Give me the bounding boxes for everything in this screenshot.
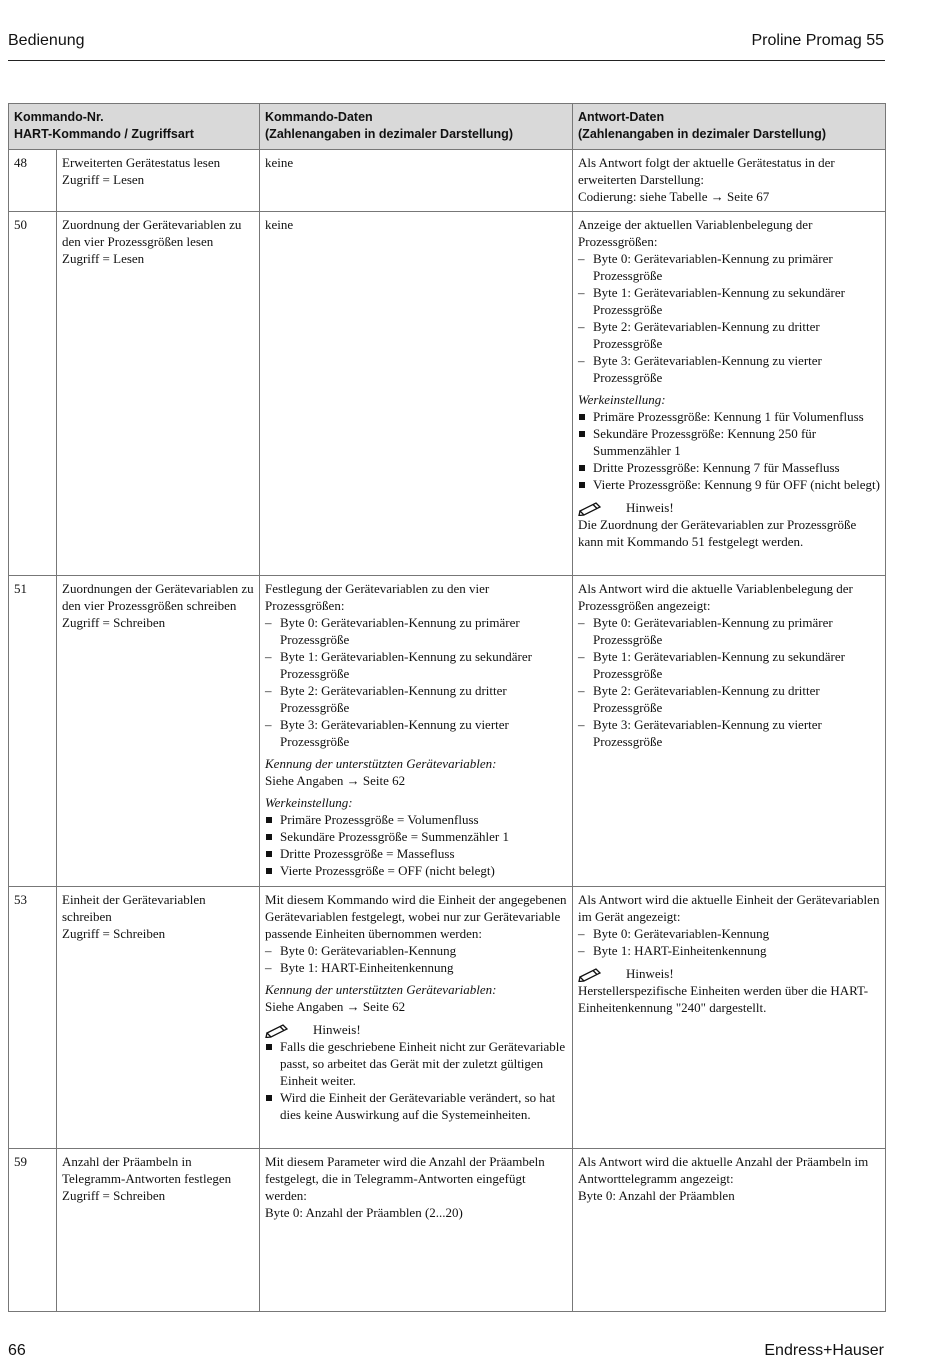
header-divider <box>8 60 885 61</box>
factory-setting-label: Werkeinstellung: <box>578 392 666 407</box>
list-item: Vierte Prozessgröße: Kennung 9 für OFF (nicht belegt) <box>578 476 880 493</box>
command-number: 59 <box>9 1149 57 1312</box>
list-item: – Byte 2: Gerätevariablen-Kennung zu dritter Prozessgröße <box>265 682 567 716</box>
command-name: Anzahl der Präambeln in Telegramm-Antworten festlegen Zugriff = Schreiben <box>57 1149 260 1312</box>
command-data: Mit diesem Parameter wird die Anzahl der Präambeln festgelegt, die in Telegramm-Antworten eingefügt werden: Byte 0: Anzahl der Präamblen (2...20) <box>260 1149 573 1312</box>
list-item: – Byte 2: Gerätevariablen-Kennung zu dritter Prozessgröße <box>578 318 880 352</box>
list-item: Sekundäre Prozessgröße: Kennung 250 für Summenzähler 1 <box>578 425 880 459</box>
list-item: – Byte 0: Gerätevariablen-Kennung zu primärer Prozessgröße <box>578 250 880 284</box>
table-header-row <box>9 104 886 150</box>
command-name: Zuordnung der Gerätevariablen zu den vier Prozessgrößen lesen Zugriff = Lesen <box>57 212 260 576</box>
command-number: 48 <box>9 150 57 212</box>
pencil-note-icon <box>578 500 606 516</box>
supported-variables-label: Kennung der unterstützten Gerätevariablen: <box>265 756 497 771</box>
brand-name: Endress+Hauser <box>764 1342 884 1359</box>
list-item: – Byte 3: Gerätevariablen-Kennung zu vierter Prozessgröße <box>578 716 880 750</box>
list-item: – Byte 0: Gerätevariablen-Kennung zu primärer Prozessgröße <box>578 614 880 648</box>
list-item: Primäre Prozessgröße: Kennung 1 für Volumenfluss <box>578 408 880 425</box>
pencil-note-icon <box>265 1022 293 1038</box>
list-item: – Byte 1: HART-Einheitenkennung <box>578 942 880 959</box>
command-number: 53 <box>9 887 57 1149</box>
list-item: – Byte 0: Gerätevariablen-Kennung <box>265 942 567 959</box>
response-data: Als Antwort folgt der aktuelle Gerätestatus in der erweiterten Darstellung: Codierung: siehe Tabelle → Seite 67 <box>573 150 886 212</box>
header-product-name: Proline Promag 55 <box>751 32 884 49</box>
header-command-data: Kommando-Daten (Zahlenangaben in dezimaler Darstellung) <box>260 104 573 150</box>
command-number: 50 <box>9 212 57 576</box>
response-byte-list <box>578 614 880 750</box>
response-data: Anzeige der aktuellen Variablenbelegung der Prozessgrößen: – Byte 0: Gerätevariablen-Kennung zu primärer Prozessgröße – Byte 1: Gerätevariablen-Kennung zu sekundärer Prozessgröße – Byte 2: Gerätevariablen-Kennung zu dritter Prozessgröße – Byte 3: Gerätevariablen-Kennung zu vierter Prozessgröße Werkeinstellung: Primäre Prozessgröße: Kennung 1 für Volumenfluss Sekundäre Prozessgröße: Kennung 250 für Summenzähler 1 Dritte Prozessgröße: Kennung 7 für Massefluss Vierte Prozessgröße: Kennung 9 für OFF (nicht belegt) Hinweis! Die Zuordnung der Gerätevariablen zur Prozessgröße kann mit Kommando 51 festgelegt werden. <box>573 212 886 576</box>
list-item: Sekundäre Prozessgröße = Summenzähler 1 <box>265 828 567 845</box>
pencil-note-icon <box>578 966 606 982</box>
table-row <box>9 212 886 576</box>
factory-setting-list <box>578 408 880 493</box>
note-list <box>265 1038 567 1123</box>
supported-variables-label: Kennung der unterstützten Gerätevariablen: <box>265 982 497 997</box>
note-text: Die Zuordnung der Gerätevariablen zur Prozessgröße kann mit Kommando 51 festgelegt werden. <box>578 517 857 549</box>
factory-setting-list <box>265 811 567 879</box>
hart-command-table <box>8 103 886 1312</box>
list-item: Dritte Prozessgröße = Massefluss <box>265 845 567 862</box>
response-byte-list <box>578 250 880 386</box>
response-data: Als Antwort wird die aktuelle Anzahl der Präambeln im Antworttelegramm angezeigt: Byte 0: Anzahl der Präamblen <box>573 1149 886 1312</box>
response-data: Als Antwort wird die aktuelle Variablenbelegung der Prozessgrößen angezeigt: – Byte 0: Gerätevariablen-Kennung zu primärer Prozessgröße – Byte 1: Gerätevariablen-Kennung zu sekundärer Prozessgröße – Byte 2: Gerätevariablen-Kennung zu dritter Prozessgröße – Byte 3: Gerätevariablen-Kennung zu vierter Prozessgröße <box>573 576 886 887</box>
note-label: Hinweis! <box>313 1022 361 1037</box>
list-item: – Byte 0: Gerätevariablen-Kennung <box>578 925 880 942</box>
list-item: – Byte 3: Gerätevariablen-Kennung zu vierter Prozessgröße <box>578 352 880 386</box>
list-item: – Byte 1: Gerätevariablen-Kennung zu sekundärer Prozessgröße <box>578 648 880 682</box>
list-item: Dritte Prozessgröße: Kennung 7 für Massefluss <box>578 459 880 476</box>
list-item: – Byte 3: Gerätevariablen-Kennung zu vierter Prozessgröße <box>265 716 567 750</box>
list-item: – Byte 1: HART-Einheitenkennung <box>265 959 567 976</box>
command-name: Erweiterten Gerätestatus lesen Zugriff = Lesen <box>57 150 260 212</box>
page-reference: Siehe Angaben → Seite 62 <box>265 999 406 1014</box>
list-item: – Byte 0: Gerätevariablen-Kennung zu primärer Prozessgröße <box>265 614 567 648</box>
table-row <box>9 1149 886 1312</box>
command-byte-list <box>265 614 567 750</box>
table-row <box>9 576 886 887</box>
list-item: Falls die geschriebene Einheit nicht zur Gerätevariable passt, so arbeitet das Gerät mit der zuletzt gültigen Einheit weiter. <box>265 1038 567 1089</box>
response-data: Als Antwort wird die aktuelle Einheit der Gerätevariablen im Gerät angezeigt: – Byte 0: Gerätevariablen-Kennung – Byte 1: HART-Einheitenkennung Hinweis! Herstellerspezifische Einheiten werden über die HART-Einheitenkennung "240" dargestellt. <box>573 887 886 1149</box>
table-row <box>9 887 886 1149</box>
header-response-data: Antwort-Daten (Zahlenangaben in dezimaler Darstellung) <box>573 104 886 150</box>
command-data: keine <box>260 150 573 212</box>
list-item: Vierte Prozessgröße = OFF (nicht belegt) <box>265 862 567 879</box>
note-block <box>578 965 880 1016</box>
table-row <box>9 150 886 212</box>
list-item: – Byte 1: Gerätevariablen-Kennung zu sekundärer Prozessgröße <box>578 284 880 318</box>
factory-setting-label: Werkeinstellung: <box>265 795 353 810</box>
command-number: 51 <box>9 576 57 887</box>
command-name: Einheit der Gerätevariablen schreiben Zugriff = Schreiben <box>57 887 260 1149</box>
command-data: Festlegung der Gerätevariablen zu den vier Prozessgrößen: – Byte 0: Gerätevariablen-Kennung zu primärer Prozessgröße – Byte 1: Gerätevariablen-Kennung zu sekundärer Prozessgröße – Byte 2: Gerätevariablen-Kennung zu dritter Prozessgröße – Byte 3: Gerätevariablen-Kennung zu vierter Prozessgröße Kennung der unterstützten Gerätevariablen: Siehe Angaben → Seite 62 Werkeinstellung: Primäre Prozessgröße = Volumenfluss Sekundäre Prozessgröße = Summenzähler 1 Dritte Prozessgröße = Massefluss Vierte Prozessgröße = OFF (nicht belegt) <box>260 576 573 887</box>
response-byte-list <box>578 925 880 959</box>
list-item: – Byte 1: Gerätevariablen-Kennung zu sekundärer Prozessgröße <box>265 648 567 682</box>
note-block <box>265 1021 567 1123</box>
header-section-title: Bedienung <box>8 32 85 49</box>
page-reference: Siehe Angaben → Seite 62 <box>265 773 406 788</box>
note-text: Herstellerspezifische Einheiten werden über die HART-Einheitenkennung "240" dargestellt. <box>578 983 869 1015</box>
command-byte-list <box>265 942 567 976</box>
command-data: keine <box>260 212 573 576</box>
page-number: 66 <box>8 1342 26 1359</box>
command-data: Mit diesem Kommando wird die Einheit der angegebenen Gerätevariablen festgelegt, wobei nur zur Gerätevariable passende Einheiten übernommen werden: – Byte 0: Gerätevariablen-Kennung – Byte 1: HART-Einheitenkennung Kennung der unterstützten Gerätevariablen: Siehe Angaben → Seite 62 Hinweis! Falls die geschriebene Einheit nicht zur Gerätevariable passt, so arbeitet das Gerät mit der zuletzt gültigen Einheit weiter. Wird die Einheit der Gerätevariable verändert, so hat dies keine Auswirkung auf die Systemeinheiten. <box>260 887 573 1149</box>
list-item: Wird die Einheit der Gerätevariable verändert, so hat dies keine Auswirkung auf die Systemeinheiten. <box>265 1089 567 1123</box>
command-name: Zuordnungen der Gerätevariablen zu den vier Prozessgrößen schreiben Zugriff = Schreiben <box>57 576 260 887</box>
header-command-number: Kommando-Nr. HART-Kommando / Zugriffsart <box>9 104 260 150</box>
list-item: Primäre Prozessgröße = Volumenfluss <box>265 811 567 828</box>
note-label: Hinweis! <box>626 966 674 981</box>
note-block <box>578 499 880 550</box>
note-label: Hinweis! <box>626 500 674 515</box>
list-item: – Byte 2: Gerätevariablen-Kennung zu dritter Prozessgröße <box>578 682 880 716</box>
